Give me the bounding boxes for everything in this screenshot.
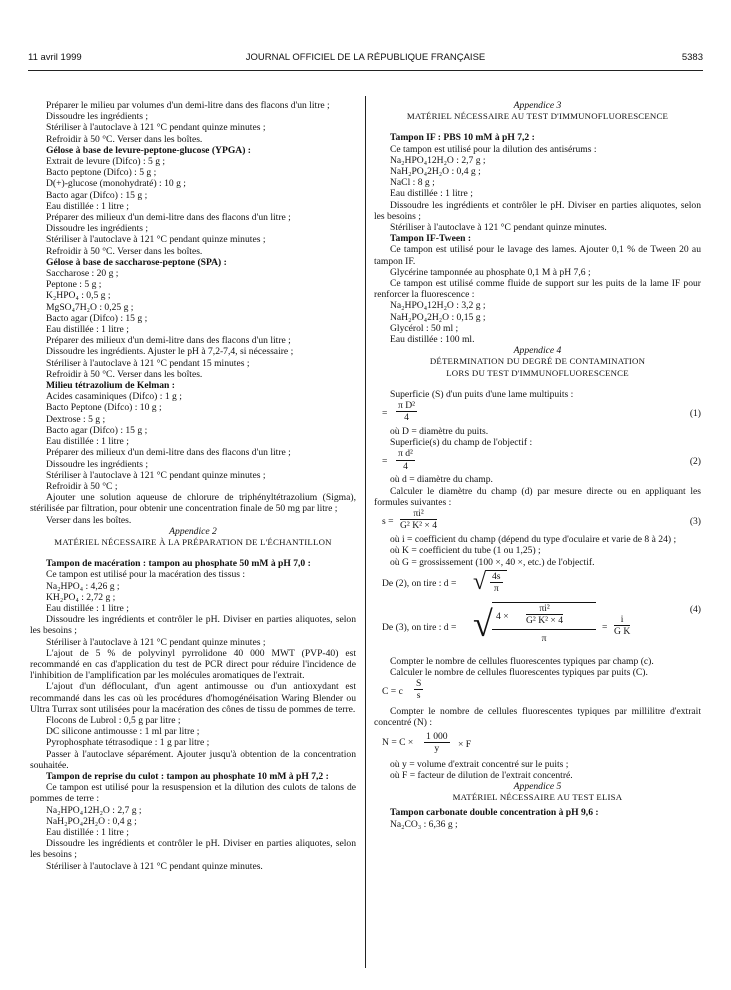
line: où D = diamètre du puits. <box>390 426 489 438</box>
line: Bacto agar (Difco) : 15 g ; <box>46 189 148 201</box>
line: Saccharose : 20 g ; <box>46 268 119 280</box>
line: MgSO₄7H₂O : 0,25 g ; <box>46 301 134 313</box>
equation-number: (3) <box>689 516 701 528</box>
paragraph: Dissoudre les ingrédients et contrôler le pH. Diviser en parties aliquotes, selon les besoins ; <box>30 614 356 637</box>
header-title: JOURNAL OFFICIEL DE LA RÉPUBLIQUE FRANÇAISE <box>245 52 486 63</box>
section-heading: Tampon IF : PBS 10 mM à pH 7,2 : <box>390 132 535 144</box>
section-heading: Tampon carbonate double concentration à pH 9,6 : <box>390 807 599 819</box>
line: Bacto agar (Difco) : 15 g ; <box>46 312 148 324</box>
line: Superficie (S) d'un puits d'une lame multipuits : <box>390 388 574 400</box>
line: Eau distillée : 1 litre ; <box>46 436 129 448</box>
line: Extrait de levure (Difco) : 5 g ; <box>46 156 166 168</box>
section-heading: Tampon IF-Tween : <box>390 233 472 245</box>
line: Flocons de Lubrol : 0,5 g par litre ; <box>46 714 181 726</box>
appendix-caption: LORS DU TEST D'IMMUNOFLUORESCENCE <box>446 367 629 378</box>
line: Ce tampon est utilisé pour la macération des tissus : <box>46 569 246 581</box>
line: Peptone : 5 g ; <box>46 279 102 291</box>
paragraph: Préparer le milieu par volumes d'un demi-litre dans des flacons d'un litre ; <box>46 100 330 111</box>
line: Eau distillée : 1 litre ; <box>46 200 129 212</box>
equation-4: De (3), on tire : d = √ 4 × $\frac{\text{πi²}}{\text{G² K² × 4}}$ π = $\frac{i}{\text{G K}}$ (4) <box>382 602 701 644</box>
line: Préparer des milieux d'un demi-litre dans des flacons d'un litre ; <box>46 335 291 347</box>
right-column <box>374 100 701 830</box>
line: Bacto Peptone (Difco) : 10 g ; <box>46 402 162 414</box>
line: Stériliser à l'autoclave à 121 °C pendant 15 minutes ; <box>46 357 250 369</box>
line: Bacto peptone (Difco) : 5 g ; <box>46 167 157 179</box>
header-date: 11 avril 1999 <box>28 52 82 63</box>
paragraph: Ce tampon est utilisé pour la resuspension et la dilution des culots de talons de pommes de terre : <box>30 782 356 805</box>
line: Refroidir à 50 °C. Verser dans les boîtes. <box>46 368 203 380</box>
equation-number: (2) <box>689 456 701 468</box>
line: Dextrose : 5 g ; <box>46 413 106 425</box>
line: Na₂HPO₄12H₂O : 3,2 g ; <box>390 300 486 312</box>
paragraph: Calculer le diamètre du champ (d) par mesure directe ou en appliquant les formules suivantes : <box>374 485 701 508</box>
equation-de2: De (2), on tire : d = √ $\frac{4s}{\pi}$ <box>374 568 701 600</box>
fraction: $\frac{\text{π D²}}{4}$ <box>398 400 416 424</box>
line: Refroidir à 50 °C. Verser dans les boîtes. <box>46 133 203 145</box>
line: Stériliser à l'autoclave à 121 °C pendant quinze minutes ; <box>46 469 266 481</box>
line: Na₂HPO₄12H₂O : 2,7 g ; <box>390 154 486 166</box>
line: K₂HPO₄ : 0,5 g ; <box>46 290 111 302</box>
line: Na₂HPO₄12H₂O : 2,7 g ; <box>46 804 142 816</box>
appendix-caption: DÉTERMINATION DU DEGRÉ DE CONTAMINATION <box>429 356 646 367</box>
line: où K = coefficient du tube (1 ou 1,25) ; <box>390 545 541 557</box>
line: Eau distillée : 1 litre ; <box>46 602 129 614</box>
equation-c: C = c $\frac{S}{s}$ <box>382 678 422 702</box>
header-page-number: 5383 <box>681 52 703 63</box>
line: Ce tampon est utilisé pour la dilution des antisérums : <box>390 143 597 155</box>
line: où d = diamètre du champ. <box>390 474 493 486</box>
line: Stériliser à l'autoclave à 121 °C pendant quinze minutes ; <box>46 636 266 648</box>
line: Stériliser à l'autoclave à 121 °C pendant quinze minutes ; <box>46 122 266 134</box>
paragraph: Compter le nombre de cellules fluorescentes typiques par champ (c). <box>390 655 654 667</box>
line: où y = volume d'extrait concentré sur le puits ; <box>390 758 569 770</box>
line: Dissoudre les ingrédients. Ajuster le pH à 7,2-7,4, si nécessaire ; <box>46 346 294 358</box>
line: D(+)-glucose (monohydraté) : 10 g ; <box>46 178 186 190</box>
fraction: $\frac{4s}{\pi}$ <box>486 570 507 594</box>
line: NaH₂PO₄2H₂O : 0,15 g ; <box>390 311 486 323</box>
paragraph: L'ajout d'un défloculant, d'un agent antimousse ou d'un antioxydant est recommandé dans les cas où les procédures d'homogénéisation Waring Blender ou Ultra Turrax sont utilisées pour la macération des cônes de tissu de pommes de terre. <box>30 681 356 715</box>
line: Stériliser à l'autoclave à 121 °C pendant quinze minutes. <box>390 222 607 234</box>
page-header <box>28 52 703 66</box>
sqrt-sign: √ <box>473 603 493 644</box>
equation-n: N = C × $\frac{1 000}{y}$ × F <box>382 730 472 754</box>
paragraph: Ce tampon est utilisé comme fluide de support sur les puits de la lame IF pour renforcer la fluorescence : <box>374 278 701 301</box>
equation-2: = $\frac{\text{π d²}}{4}$ (2) <box>382 448 701 472</box>
fraction: $\frac{\text{π d²}}{4}$ <box>398 448 413 472</box>
equation-number: (4) <box>689 603 701 615</box>
fraction: $\frac{1 000}{y}$ <box>426 730 448 754</box>
line: Na₂CO₃ : 6,36 g ; <box>390 818 458 830</box>
appendix-title: Appendice 5 <box>513 780 562 792</box>
column-divider <box>365 96 366 968</box>
appendix-title: Appendice 2 <box>169 525 217 537</box>
line: Préparer des milieux d'un demi-litre dans des flacons d'un litre ; <box>46 212 291 224</box>
section-heading: Gélose à base de levure-peptone-glucose (YPGA) : <box>46 144 251 156</box>
section-heading: Tampon de reprise du culot : tampon au phosphate 10 mM à pH 7,2 : <box>46 770 329 782</box>
line: DC silicone antimousse : 1 ml par litre ; <box>46 726 200 738</box>
line: Eau distillée : 1 litre ; <box>46 827 129 838</box>
line: NaH₂PO₄2H₂O : 0,4 g ; <box>46 815 137 827</box>
equation-1: = $\frac{\text{π D²}}{4}$ (1) <box>382 400 701 424</box>
sqrt-sign: √ <box>473 568 487 595</box>
paragraph: Passer à l'autoclave séparément. Ajouter jusqu'à obtention de la concentration souhaitée. <box>30 748 356 771</box>
line: Verser dans les boîtes. <box>46 514 132 526</box>
line: Eau distillée : 1 litre ; <box>46 324 129 336</box>
appendix-title: Appendice 4 <box>513 345 562 357</box>
fraction: $\frac{\text{πi²}}{\text{G² K² × 4}}$ <box>526 602 564 626</box>
line: Dissoudre les ingrédients ; <box>46 223 149 235</box>
line: Eau distillée : 100 ml. <box>390 334 475 346</box>
line: Préparer des milieux d'un demi-litre dans des flacons d'un litre ; <box>46 447 291 459</box>
line: Dissoudre les ingrédients ; <box>46 111 149 123</box>
appendix-title: Appendice 3 <box>513 100 562 111</box>
line: Stériliser à l'autoclave à 121 °C pendant quinze minutes ; <box>46 234 266 246</box>
fraction: $\frac{S}{s}$ <box>416 678 422 702</box>
appendix-caption: MATÉRIEL NÉCESSAIRE AU TEST D'IMMUNOFLUORESCENCE <box>406 111 669 122</box>
line: Na₂HPO₄ : 4,26 g ; <box>46 580 120 592</box>
paragraph: Ce tampon est utilisé pour le lavage des lames. Ajouter 0,1 % de Tween 20 au tampon IF. <box>374 244 701 267</box>
line: Acides casaminiques (Difco) : 1 g ; <box>46 391 182 403</box>
fraction: $\frac{\text{πi²}}{\text{G² K² × 4}}$ <box>400 508 438 532</box>
paragraph: L'ajout de 5 % de polyvinyl pyrrolidone 40 000 MWT (PVP-40) est recommandé en cas d'application du test de PCR direct pour réduire l'incidence de l'inhibition de l'amplification par les molécules aromatiques de l'extrait. <box>30 647 356 682</box>
appendix-caption: MATÉRIEL NÉCESSAIRE AU TEST ELISA <box>452 792 623 803</box>
line: où i = coefficient du champ (dépend du type d'oculaire et varie de 8 à 24) ; <box>390 534 677 546</box>
line: Glycérol : 50 ml ; <box>390 322 459 334</box>
line: où F = facteur de dilution de l'extrait concentré. <box>390 769 573 781</box>
equation-3: s = $\frac{\text{πi²}}{\text{G² K² × 4}}$ (3) <box>382 508 701 532</box>
paragraph: Dissoudre les ingrédients et contrôler le pH. Diviser en parties aliquotes, selon les besoins ; <box>30 838 356 861</box>
paragraph: Calculer le nombre de cellules fluorescentes typiques par puits (C). <box>390 666 648 678</box>
paragraph: Ajouter une solution aqueuse de chlorure de triphényltétrazolium (Sigma), stérilisée par filtration, pour obtenir une concentration finale de 50 mg par litre ; <box>30 492 356 515</box>
line: Stériliser à l'autoclave à 121 °C pendant quinze minutes. <box>46 860 263 872</box>
line: Dissoudre les ingrédients ; <box>46 458 149 470</box>
line: KH₂PO₄ : 2,72 g ; <box>46 591 116 603</box>
line: Pyrophosphate tétrasodique : 1 g par litre ; <box>46 737 210 749</box>
fraction: $\frac{i}{\text{G K}}$ <box>614 613 631 637</box>
line: Superficie(s) du champ de l'objectif : <box>390 437 533 449</box>
equation-number: (1) <box>689 408 701 420</box>
line: où G = grossissement (100 ×, 40 ×, etc.) de l'objectif. <box>390 556 595 568</box>
line: Refroidir à 50 °C. Verser dans les boîtes. <box>46 245 203 257</box>
paragraph: Dissoudre les ingrédients et contrôler le pH. Diviser en parties aliquotes, selon les besoins ; <box>374 199 701 222</box>
line: Eau distillée : 1 litre ; <box>390 188 473 200</box>
section-heading: Gélose à base de saccharose-peptone (SPA) : <box>46 256 227 268</box>
line: NaH₂PO₄2H₂O : 0,4 g ; <box>390 166 481 178</box>
left-column <box>30 100 356 872</box>
line: Bacto agar (Difco) : 15 g ; <box>46 424 148 436</box>
line: Refroidir à 50 °C ; <box>46 480 118 492</box>
section-heading: Tampon de macération : tampon au phosphate 50 mM à pH 7,0 : <box>46 558 311 570</box>
line: Glycérine tamponnée au phosphate 0,1 M à pH 7,6 ; <box>390 266 591 278</box>
appendix-caption: MATÉRIEL NÉCESSAIRE À LA PRÉPARATION DE L'ÉCHANTILLON <box>54 536 332 547</box>
paragraph: Compter le nombre de cellules fluorescentes typiques par millilitre d'extrait concentré (N) : <box>374 706 701 729</box>
header-rule <box>28 70 703 71</box>
line: NaCl : 8 g ; <box>390 177 435 189</box>
section-heading: Milieu tétrazolium de Kelman : <box>46 380 175 392</box>
